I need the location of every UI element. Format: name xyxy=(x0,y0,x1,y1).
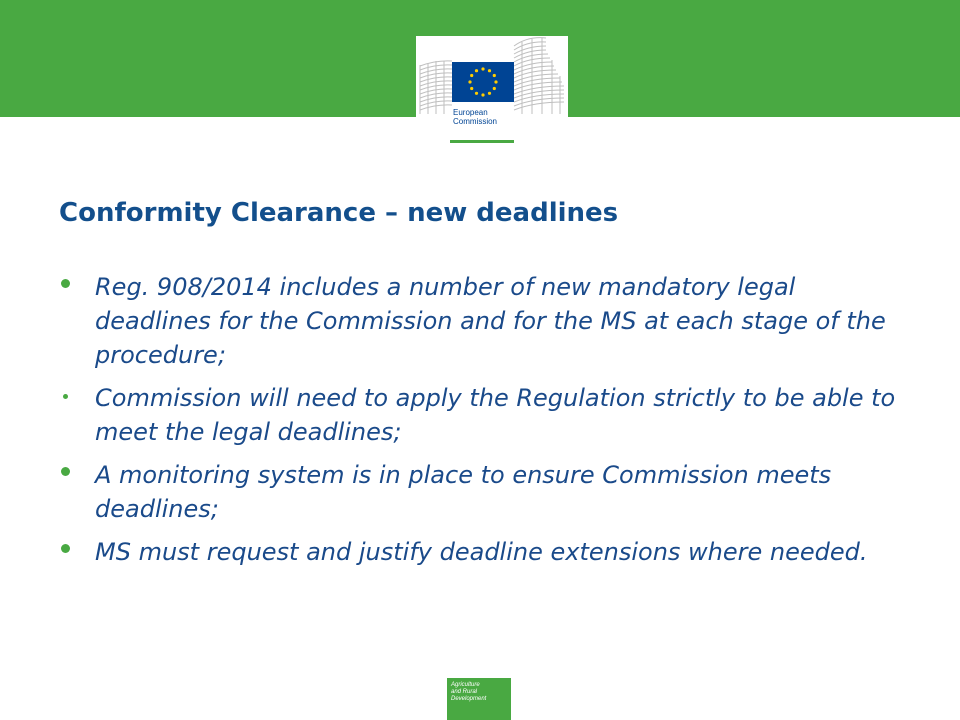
bullet-item xyxy=(59,270,899,372)
bullet-dot-icon xyxy=(63,394,68,399)
badge-line-2: and Rural xyxy=(451,689,478,695)
bullet-text: Commission will need to apply the Regulation strictly to be able to meet the legal deadlines; xyxy=(95,384,896,446)
logo-underline xyxy=(450,140,514,143)
dg-agri-badge xyxy=(447,678,511,720)
logo-wordmark xyxy=(453,108,533,126)
slide-title: Conformity Clearance – new deadlines xyxy=(59,198,619,228)
bullet-item xyxy=(59,458,899,526)
european-commission-logo xyxy=(416,36,568,152)
bullet-item xyxy=(59,535,899,569)
commission-building-icon xyxy=(416,36,568,152)
logo-line-commission: Commission xyxy=(453,117,498,126)
bullet-text: MS must request and justify deadline extensions where needed. xyxy=(95,538,868,566)
bullet-item xyxy=(59,381,899,449)
bullet-text: A monitoring system is in place to ensure Commission meets deadlines; xyxy=(95,461,832,523)
badge-text xyxy=(451,682,509,703)
bullet-text: Reg. 908/2014 includes a number of new mandatory legal deadlines for the Commission and for the MS at each stage of the procedure; xyxy=(95,273,886,369)
bullet-dot-icon xyxy=(61,467,70,476)
bullet-list xyxy=(59,270,899,578)
badge-line-3: Development xyxy=(451,696,487,702)
badge-line-1: Agriculture xyxy=(451,682,480,688)
bullet-dot-icon xyxy=(61,279,70,288)
logo-line-european: European xyxy=(453,108,488,117)
bullet-dot-icon xyxy=(61,544,70,553)
